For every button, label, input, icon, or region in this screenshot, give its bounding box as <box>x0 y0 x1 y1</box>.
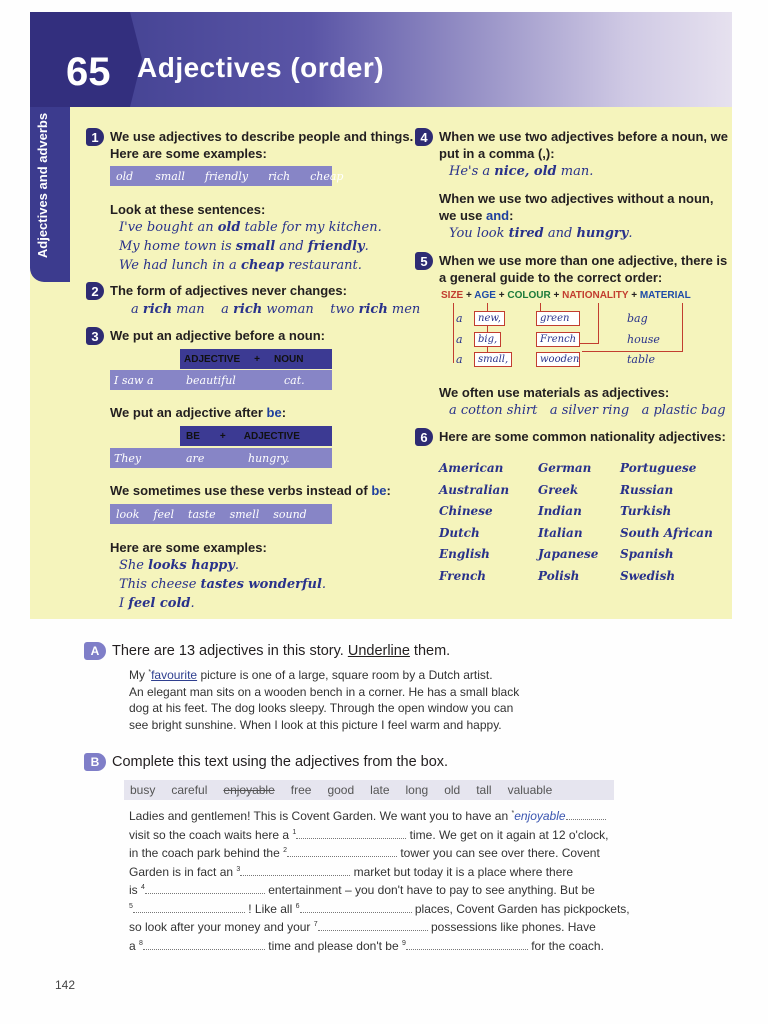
answer-gap-1[interactable] <box>296 828 406 839</box>
answer-gap-4[interactable] <box>145 883 265 894</box>
section-badge: 2 <box>86 282 104 300</box>
answer-gap-8[interactable] <box>143 939 265 950</box>
nationality-column-1: American Australian Chinese Dutch English French <box>439 461 510 583</box>
here-label: Here are some examples: <box>110 540 267 555</box>
strip-word: small <box>155 169 185 183</box>
section-badge: 5 <box>415 252 433 270</box>
unit-title: Adjectives (order) <box>137 52 385 83</box>
strip-word: rich <box>268 169 291 183</box>
two-adjectives-label: When we use two adjectives without a noun, we use and: <box>439 191 714 223</box>
order-material: wooden <box>536 352 580 367</box>
section-1-heading <box>86 128 413 162</box>
answer-gap-3[interactable] <box>240 865 350 876</box>
order-size: big, <box>474 332 501 347</box>
section-badge: 4 <box>415 128 433 146</box>
section-5-heading: 5 When we use more than one adjective, there is a general guide to the correct order: <box>415 252 727 286</box>
order-connector <box>682 303 683 351</box>
side-tab-label: Adjectives and adverbs <box>35 112 50 259</box>
section-1-line1: We use adjectives to describe people and things. <box>110 129 414 144</box>
order-age: new, <box>474 311 505 326</box>
section-badge: 3 <box>86 327 104 345</box>
verbs-strip: look feel taste smell sound <box>110 504 332 524</box>
be-adj-row: They are hungry. <box>110 448 332 468</box>
materials-label: We often use materials as adjectives: <box>439 385 670 400</box>
strip-word: friendly <box>204 169 249 183</box>
exercise-b-title: B Complete this text using the adjectives from the box. <box>84 753 448 771</box>
order-article: a <box>456 312 463 325</box>
order-article: a <box>456 353 463 366</box>
order-article: a <box>456 333 463 346</box>
order-size: small, <box>474 352 512 367</box>
form-examples: a rich man a rich woman two rich men <box>131 302 421 317</box>
verb-examples: She looks happy. This cheese tastes wonderful. I feel cold. <box>119 558 327 611</box>
and-example: You look tired and hungry. <box>449 226 633 241</box>
section-3-heading <box>86 327 325 345</box>
answer-gap-5[interactable] <box>133 902 245 913</box>
sentence-examples: I've bought an old table for my kitchen. My home town is small and friendly. We had lunch in a cheap restaurant. <box>119 220 382 273</box>
exercise-badge: B <box>84 753 106 771</box>
after-be-label: We put an adjective after be: <box>110 405 287 420</box>
order-connector <box>453 303 454 363</box>
adj-noun-header: ADJECTIVE + NOUN <box>180 349 332 369</box>
order-connector <box>578 343 599 344</box>
section-3-text: We put an adjective before a noun: <box>110 328 326 343</box>
order-connector <box>598 303 599 343</box>
order-noun: table <box>627 353 656 366</box>
word-box: busy careful enjoyable free good late long old tall valuable <box>124 780 614 800</box>
exercise-a-story: My *favourite picture is one of a large, square room by a Dutch artist. An elegant man sits on a wooden bench in a corner. He has a small black dog at his feet. The dog looks sleepy. Through the open window you can see bright sunshine. When I look at this picture I feel warm and happy. <box>129 668 520 732</box>
examples-strip <box>110 166 344 186</box>
answer-gap-9[interactable] <box>406 939 528 950</box>
look-label: Look at these sentences: <box>110 202 266 217</box>
section-badge: 6 <box>415 428 433 446</box>
order-guide-header: SIZE + AGE + COLOUR + NATIONALITY + MATERIAL <box>441 290 691 301</box>
comma-example: He's a nice, old man. <box>449 164 594 179</box>
exercise-badge: A <box>84 642 106 660</box>
answer-gap-2[interactable] <box>287 846 397 857</box>
answer-gap-7[interactable] <box>318 920 428 931</box>
section-2-heading <box>86 282 347 300</box>
nationality-column-3: Portuguese Russian Turkish South African Spanish Swedish <box>620 461 713 583</box>
section-4-heading: 4 When we use two adjectives before a noun, we put in a comma (,): <box>415 128 728 162</box>
order-connector <box>582 351 683 352</box>
exercise-a-title: A There are 13 adjectives in this story. Underline them. <box>84 642 450 660</box>
section-2-text: The form of adjectives never changes: <box>110 283 347 298</box>
unit-number: 65 <box>66 50 111 94</box>
exercise-b-text: Ladies and gentlemen! This is Covent Garden. We want you to have an *enjoyable visit so the coach waits here a $^1$ time. We get on it again at 12 o'clock, in the coach park behind the $^2$ tower you can see over there. Covent Garden is in fact an $^3$ market but today it is a place where there is $^4$ entertainment – you don't have to pay to see anything. But be $^5$ ! Like all $^6$ places, Covent Garden has pickpockets, so look after your money and your $^7$ possessions like phones. Have a $^8$ time and please don't be $^9$ for the coach. <box>129 809 630 953</box>
adj-noun-row: I saw a beautiful cat. <box>110 370 332 390</box>
section-6-heading: 6 Here are some common nationality adjectives: <box>415 428 726 446</box>
nationality-column-2: German Greek Indian Italian Japanese Polish <box>538 461 599 583</box>
order-noun: house <box>627 333 660 346</box>
page-number: 142 <box>55 978 76 992</box>
material-examples: a cotton shirt a silver ring a plastic bag <box>449 403 726 418</box>
answer-gap-6[interactable] <box>300 902 412 913</box>
section-1-line2: Here are some examples: <box>110 146 267 161</box>
order-colour: green <box>536 311 580 326</box>
order-nationality: French <box>536 332 580 347</box>
section-badge: 1 <box>86 128 104 146</box>
verbs-label: We sometimes use these verbs instead of be: <box>110 483 391 498</box>
order-noun: bag <box>627 312 648 325</box>
strip-word: old <box>116 169 134 183</box>
be-adj-header: BE + ADJECTIVE <box>180 426 332 446</box>
strip-word: cheap <box>310 169 344 183</box>
